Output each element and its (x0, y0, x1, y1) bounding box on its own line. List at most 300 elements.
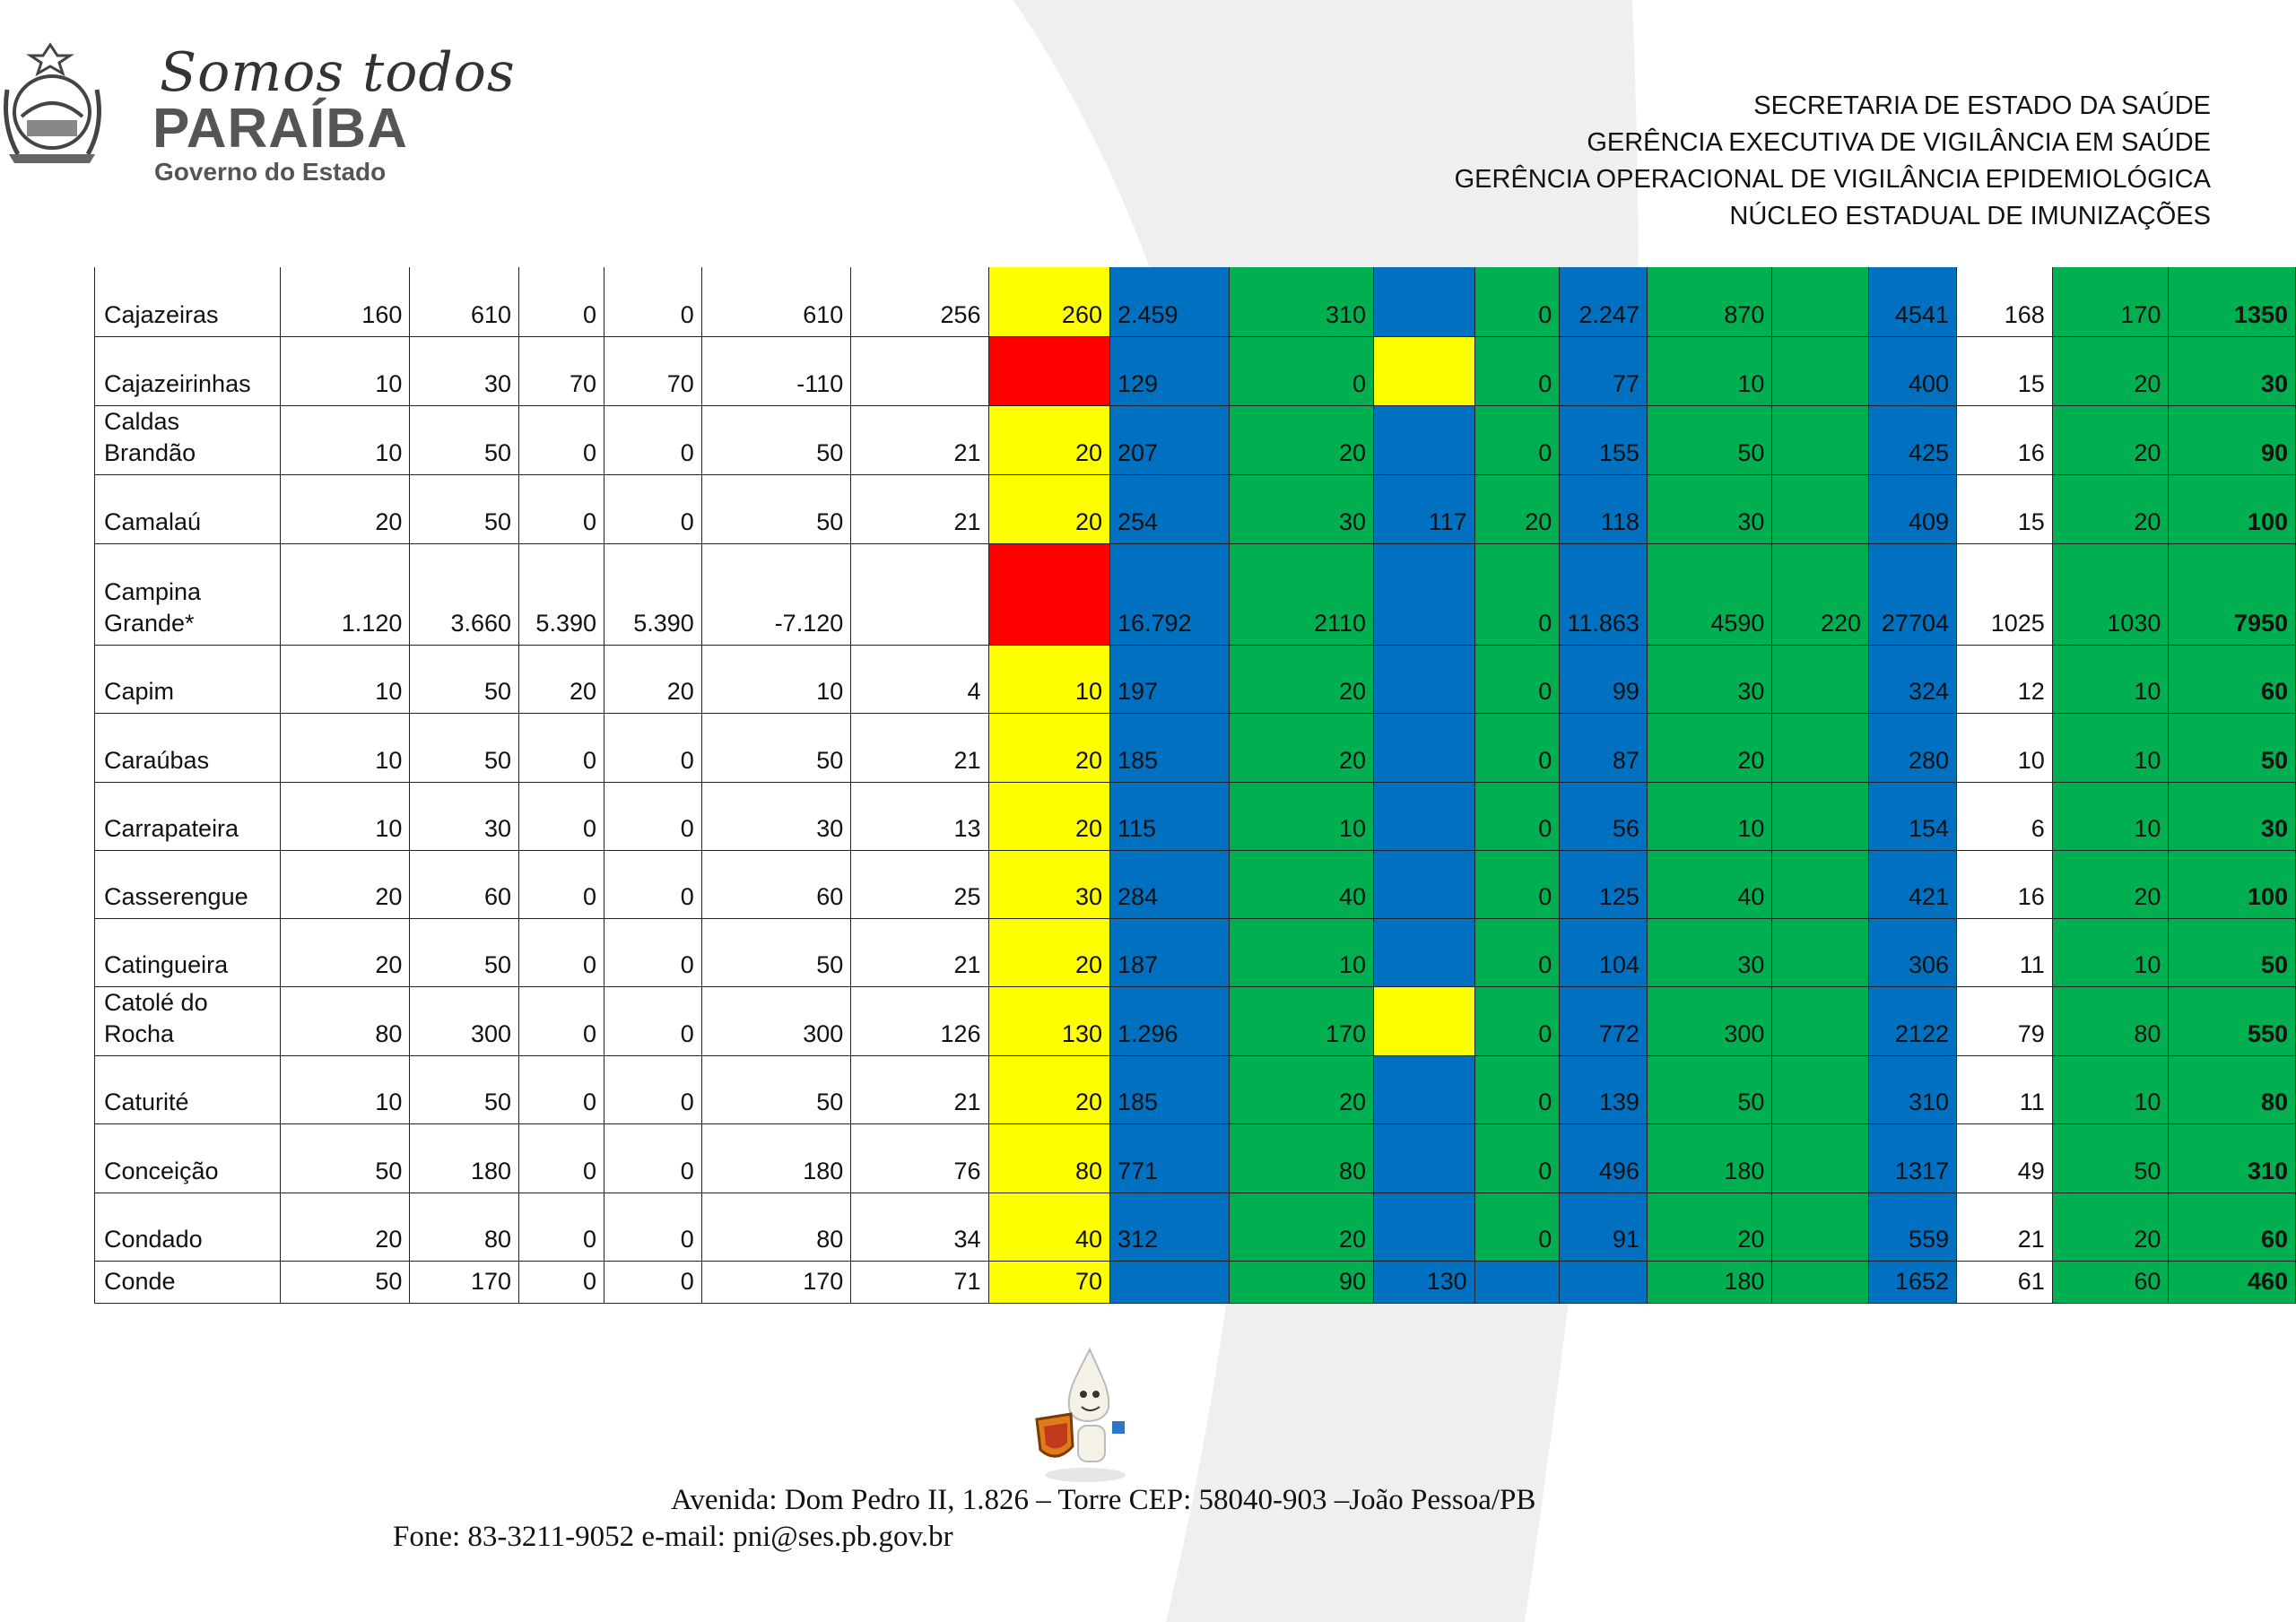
table-cell: -7.120 (701, 543, 850, 645)
table-cell: 771 (1109, 1123, 1229, 1193)
table-cell: 425 (1869, 405, 1957, 474)
table-cell: 310 (1869, 1055, 1957, 1123)
table-cell: 50 (410, 474, 519, 543)
table-cell: 11 (1957, 918, 2053, 986)
table-cell: 21 (851, 405, 988, 474)
table-cell: 34 (851, 1193, 988, 1261)
table-cell: 21 (851, 918, 988, 986)
table-cell: 2110 (1229, 543, 1373, 645)
immunization-table (94, 267, 2296, 1304)
table-cell: 21 (851, 474, 988, 543)
municipality-cell: Catingueira (95, 918, 281, 986)
table-cell: 168 (1957, 267, 2053, 336)
state-crest-icon (0, 36, 126, 170)
table-row (95, 918, 2296, 986)
table-cell: 50 (280, 1123, 410, 1193)
table-cell: 20 (280, 850, 410, 918)
table-cell: 30 (2169, 336, 2296, 405)
municipality-cell: Capim (95, 645, 281, 713)
table-cell: 20 (1229, 1193, 1373, 1261)
table-cell: 70 (519, 336, 604, 405)
table-cell (988, 336, 1109, 405)
table-cell: 0 (519, 474, 604, 543)
table-cell: 0 (604, 267, 702, 336)
table-cell: 312 (1109, 1193, 1229, 1261)
table-cell: 0 (1474, 986, 1560, 1055)
table-cell: 70 (604, 336, 702, 405)
table-cell: 610 (701, 267, 850, 336)
table-cell: 130 (988, 986, 1109, 1055)
table-cell: 197 (1109, 645, 1229, 713)
table-cell: 280 (1869, 713, 1957, 782)
table-cell: 0 (519, 850, 604, 918)
table-cell: 0 (604, 1123, 702, 1193)
municipality-cell: Carrapateira (95, 782, 281, 850)
table-cell: 20 (2052, 1193, 2169, 1261)
table-row (95, 713, 2296, 782)
table-cell: 20 (988, 405, 1109, 474)
table-cell: 0 (1474, 1055, 1560, 1123)
table-row (95, 850, 2296, 918)
org-line-gerencia-operacional: GERÊNCIA OPERACIONAL DE VIGILÂNCIA EPIDEMIOLÓGICA (1454, 165, 2211, 194)
table-cell (1374, 267, 1475, 336)
table-cell: 50 (701, 405, 850, 474)
table-cell: 496 (1560, 1123, 1648, 1193)
table-cell: 154 (1869, 782, 1957, 850)
table-cell: 56 (1560, 782, 1648, 850)
table-cell: 10 (280, 336, 410, 405)
table-cell: 30 (410, 782, 519, 850)
table-cell: 99 (1560, 645, 1648, 713)
table-cell: 10 (2052, 918, 2169, 986)
table-cell (1772, 405, 1869, 474)
table-cell: 16 (1957, 405, 2053, 474)
table-cell: 421 (1869, 850, 1957, 918)
municipality-cell: Condado (95, 1193, 281, 1261)
table-cell: 2.459 (1109, 267, 1229, 336)
table-cell: 21 (1957, 1193, 2053, 1261)
table-row (95, 474, 2296, 543)
table-cell: 0 (1474, 405, 1560, 474)
table-cell: 60 (2052, 1261, 2169, 1303)
table-cell: 115 (1109, 782, 1229, 850)
table-cell: 20 (1647, 1193, 1772, 1261)
table-cell: 1030 (2052, 543, 2169, 645)
table-cell: 1652 (1869, 1261, 1957, 1303)
table-cell: 0 (1474, 645, 1560, 713)
table-cell: 6 (1957, 782, 2053, 850)
table-cell: 5.390 (519, 543, 604, 645)
table-cell: 254 (1109, 474, 1229, 543)
table-cell: 0 (519, 1261, 604, 1303)
table-cell: 50 (1647, 405, 1772, 474)
table-cell: 0 (1474, 267, 1560, 336)
table-cell: 1.120 (280, 543, 410, 645)
table-cell: 559 (1869, 1193, 1957, 1261)
table-cell: 10 (280, 645, 410, 713)
table-cell: 2.247 (1560, 267, 1648, 336)
table-cell: 80 (2052, 986, 2169, 1055)
table-cell: 126 (851, 986, 988, 1055)
table-cell: 20 (1647, 713, 1772, 782)
table-cell: 460 (2169, 1261, 2296, 1303)
table-cell: 170 (1229, 986, 1373, 1055)
municipality-cell: Catolé do Rocha (95, 986, 281, 1055)
table-cell (1374, 782, 1475, 850)
table-cell: 11 (1957, 1055, 2053, 1123)
table-cell: 130 (1374, 1261, 1475, 1303)
table-cell: 20 (988, 713, 1109, 782)
table-cell: 0 (604, 713, 702, 782)
municipality-cell: Caraúbas (95, 713, 281, 782)
table-cell: 20 (2052, 474, 2169, 543)
municipality-cell: Conde (95, 1261, 281, 1303)
table-cell (1772, 1123, 1869, 1193)
table-cell: 185 (1109, 713, 1229, 782)
table-cell: 16 (1957, 850, 2053, 918)
table-cell: 60 (2169, 1193, 2296, 1261)
table-cell: 3.660 (410, 543, 519, 645)
table-cell: 4541 (1869, 267, 1957, 336)
table-cell: 207 (1109, 405, 1229, 474)
table-cell: 0 (1229, 336, 1373, 405)
table-cell: 185 (1109, 1055, 1229, 1123)
immunization-table-container (94, 267, 2296, 1304)
table-cell: 77 (1560, 336, 1648, 405)
table-cell: 0 (604, 1193, 702, 1261)
table-cell: 0 (1474, 713, 1560, 782)
table-cell: 40 (1229, 850, 1373, 918)
table-cell (1374, 336, 1475, 405)
table-cell: 180 (1647, 1261, 1772, 1303)
table-cell: 220 (1772, 543, 1869, 645)
table-cell: 170 (701, 1261, 850, 1303)
table-cell: 10 (1229, 918, 1373, 986)
table-cell: 20 (604, 645, 702, 713)
org-line-secretaria: SECRETARIA DE ESTADO DA SAÚDE (1753, 91, 2211, 120)
table-row (95, 267, 2296, 336)
table-cell: 50 (410, 713, 519, 782)
organization-header (1455, 88, 2211, 235)
table-cell: 306 (1869, 918, 1957, 986)
table-cell: 550 (2169, 986, 2296, 1055)
table-cell: 60 (701, 850, 850, 918)
table-cell (1560, 1261, 1648, 1303)
table-cell: 400 (1869, 336, 1957, 405)
table-cell (1374, 1123, 1475, 1193)
org-line-gerencia-executiva: GERÊNCIA EXECUTIVA DE VIGILÂNCIA EM SAÚDE (1587, 128, 2211, 157)
table-cell: 40 (1647, 850, 1772, 918)
table-cell: 256 (851, 267, 988, 336)
table-cell: 61 (1957, 1261, 2053, 1303)
table-cell: 10 (1229, 782, 1373, 850)
table-cell: 155 (1560, 405, 1648, 474)
table-cell: 4590 (1647, 543, 1772, 645)
table-cell: 30 (988, 850, 1109, 918)
table-cell: 21 (851, 713, 988, 782)
table-cell: 310 (2169, 1123, 2296, 1193)
table-cell (1772, 850, 1869, 918)
table-cell: 30 (701, 782, 850, 850)
table-cell: 87 (1560, 713, 1648, 782)
logo-state-name: PARAÍBA (152, 98, 408, 160)
table-cell: 60 (2169, 645, 2296, 713)
table-cell: 0 (519, 267, 604, 336)
table-cell: 4 (851, 645, 988, 713)
table-cell: 100 (2169, 474, 2296, 543)
table-cell: 20 (1229, 1055, 1373, 1123)
table-cell: 80 (410, 1193, 519, 1261)
table-cell: 1317 (1869, 1123, 1957, 1193)
table-cell: 50 (410, 645, 519, 713)
table-cell: 20 (280, 918, 410, 986)
table-cell (1374, 918, 1475, 986)
table-cell: 10 (280, 405, 410, 474)
table-cell: 30 (410, 336, 519, 405)
table-cell: 10 (280, 782, 410, 850)
table-cell: 76 (851, 1123, 988, 1193)
table-cell: 90 (2169, 405, 2296, 474)
table-cell: 187 (1109, 918, 1229, 986)
table-cell (1772, 645, 1869, 713)
municipality-cell: Caldas Brandão (95, 405, 281, 474)
table-cell: 20 (988, 918, 1109, 986)
table-cell: 50 (701, 918, 850, 986)
table-cell: 310 (1229, 267, 1373, 336)
table-cell (1374, 543, 1475, 645)
table-row (95, 645, 2296, 713)
government-logo (0, 25, 516, 186)
table-cell: 50 (701, 713, 850, 782)
table-cell: 20 (2052, 336, 2169, 405)
table-cell: 5.390 (604, 543, 702, 645)
table-cell: 91 (1560, 1193, 1648, 1261)
table-cell: 1350 (2169, 267, 2296, 336)
table-cell (1772, 474, 1869, 543)
table-cell: 60 (410, 850, 519, 918)
table-cell: 80 (2169, 1055, 2296, 1123)
table-cell: 180 (701, 1123, 850, 1193)
table-cell: 0 (519, 713, 604, 782)
table-cell: 20 (2052, 850, 2169, 918)
table-cell: 25 (851, 850, 988, 918)
municipality-cell: Caturité (95, 1055, 281, 1123)
municipality-cell: Cajazeirinhas (95, 336, 281, 405)
table-cell: 20 (2052, 405, 2169, 474)
table-cell: 50 (2169, 713, 2296, 782)
table-cell: 0 (604, 850, 702, 918)
table-cell: 180 (1647, 1123, 1772, 1193)
municipality-cell: Casserengue (95, 850, 281, 918)
table-cell: 0 (519, 1055, 604, 1123)
table-cell: 104 (1560, 918, 1648, 986)
table-cell: 10 (280, 713, 410, 782)
table-cell: 50 (2052, 1123, 2169, 1193)
table-cell (851, 336, 988, 405)
table-cell: 50 (2169, 918, 2296, 986)
table-cell: 0 (604, 474, 702, 543)
table-cell (1772, 267, 1869, 336)
table-cell: 30 (1647, 474, 1772, 543)
table-cell (1772, 336, 1869, 405)
table-cell: 129 (1109, 336, 1229, 405)
table-cell: 90 (1229, 1261, 1373, 1303)
table-cell: 79 (1957, 986, 2053, 1055)
table-row (95, 1193, 2296, 1261)
table-cell: 50 (701, 1055, 850, 1123)
table-cell: 20 (280, 1193, 410, 1261)
table-cell: 30 (1647, 645, 1772, 713)
table-cell: 870 (1647, 267, 1772, 336)
table-cell: 0 (604, 1055, 702, 1123)
logo-slogan: Somos todos (160, 41, 516, 104)
table-cell (1772, 782, 1869, 850)
table-cell: 20 (1229, 405, 1373, 474)
table-cell: 80 (701, 1193, 850, 1261)
table-cell: 0 (1474, 1123, 1560, 1193)
table-cell: 180 (410, 1123, 519, 1193)
table-row (95, 336, 2296, 405)
table-cell: 70 (988, 1261, 1109, 1303)
table-cell: 0 (604, 986, 702, 1055)
vaccination-mascot-image (1004, 1340, 1148, 1484)
table-cell: 50 (280, 1261, 410, 1303)
table-cell: 0 (519, 1193, 604, 1261)
table-cell: 20 (988, 1055, 1109, 1123)
table-row (95, 782, 2296, 850)
table-cell (1374, 405, 1475, 474)
table-cell: 260 (988, 267, 1109, 336)
table-cell: 0 (519, 918, 604, 986)
table-cell: 0 (519, 986, 604, 1055)
table-cell: 15 (1957, 336, 2053, 405)
table-cell: 80 (1229, 1123, 1373, 1193)
table-cell: 118 (1560, 474, 1648, 543)
table-cell: 20 (280, 474, 410, 543)
table-cell: 11.863 (1560, 543, 1648, 645)
table-cell: 27704 (1869, 543, 1957, 645)
table-cell: 30 (1229, 474, 1373, 543)
table-cell: 0 (1474, 543, 1560, 645)
table-cell: 300 (410, 986, 519, 1055)
table-cell (1374, 850, 1475, 918)
table-row (95, 986, 2296, 1055)
table-cell (1772, 918, 1869, 986)
table-cell: 20 (1229, 713, 1373, 782)
table-cell: 49 (1957, 1123, 2053, 1193)
table-cell: 300 (1647, 986, 1772, 1055)
table-cell: 20 (1474, 474, 1560, 543)
table-cell: 0 (1474, 336, 1560, 405)
table-cell (1772, 1055, 1869, 1123)
table-cell: 300 (701, 986, 850, 1055)
table-cell: 0 (519, 405, 604, 474)
table-cell: 50 (410, 918, 519, 986)
table-cell (1374, 713, 1475, 782)
table-cell: 0 (604, 1261, 702, 1303)
org-line-nucleo: NÚCLEO ESTADUAL DE IMUNIZAÇÕES (1729, 202, 2211, 230)
table-cell: 13 (851, 782, 988, 850)
table-cell: 50 (701, 474, 850, 543)
table-cell: 71 (851, 1261, 988, 1303)
table-cell: 10 (280, 1055, 410, 1123)
footer-address: Avenida: Dom Pedro II, 1.826 – Torre CEP: 58040-903 –João Pessoa/PB (671, 1484, 1536, 1516)
municipality-cell: Conceição (95, 1123, 281, 1193)
table-cell: 50 (410, 405, 519, 474)
table-cell: 0 (604, 918, 702, 986)
table-cell (1772, 713, 1869, 782)
table-cell: 100 (2169, 850, 2296, 918)
table-cell (1374, 1193, 1475, 1261)
table-cell (1772, 1261, 1869, 1303)
table-cell: 324 (1869, 645, 1957, 713)
table-cell: 10 (2052, 1055, 2169, 1123)
table-cell: 20 (988, 782, 1109, 850)
table-cell: 0 (1474, 918, 1560, 986)
table-cell: 30 (2169, 782, 2296, 850)
table-cell: 10 (988, 645, 1109, 713)
table-cell (1474, 1261, 1560, 1303)
table-cell: 284 (1109, 850, 1229, 918)
table-cell (1374, 986, 1475, 1055)
table-cell: 170 (2052, 267, 2169, 336)
table-cell: 10 (2052, 782, 2169, 850)
table-cell: 10 (701, 645, 850, 713)
table-row (95, 1055, 2296, 1123)
table-cell (1772, 986, 1869, 1055)
table-cell (988, 543, 1109, 645)
table-cell: 10 (2052, 645, 2169, 713)
table-cell: 1025 (1957, 543, 2053, 645)
municipality-cell: Camalaú (95, 474, 281, 543)
table-cell: 117 (1374, 474, 1475, 543)
table-cell: 40 (988, 1193, 1109, 1261)
table-cell: 0 (1474, 1193, 1560, 1261)
table-cell: 0 (1474, 782, 1560, 850)
table-cell: 125 (1560, 850, 1648, 918)
table-cell (1374, 645, 1475, 713)
table-cell: 139 (1560, 1055, 1648, 1123)
table-cell: 16.792 (1109, 543, 1229, 645)
table-row (95, 543, 2296, 645)
table-cell: 7950 (2169, 543, 2296, 645)
table-row (95, 1123, 2296, 1193)
table-cell: 12 (1957, 645, 2053, 713)
table-cell: 160 (280, 267, 410, 336)
table-cell: 21 (851, 1055, 988, 1123)
table-cell: 50 (410, 1055, 519, 1123)
table-cell: 170 (410, 1261, 519, 1303)
table-cell: 610 (410, 267, 519, 336)
table-cell: 0 (604, 782, 702, 850)
table-cell: 10 (1957, 713, 2053, 782)
table-cell: 20 (519, 645, 604, 713)
table-cell: 0 (1474, 850, 1560, 918)
table-cell: 20 (988, 474, 1109, 543)
table-cell: 0 (519, 782, 604, 850)
table-cell: 0 (604, 405, 702, 474)
table-cell: 20 (1229, 645, 1373, 713)
table-cell: 10 (2052, 713, 2169, 782)
table-cell: 409 (1869, 474, 1957, 543)
table-cell: 50 (1647, 1055, 1772, 1123)
table-cell (1772, 1193, 1869, 1261)
table-row (95, 405, 2296, 474)
logo-subtitle: Governo do Estado (154, 158, 387, 186)
table-cell: 30 (1647, 918, 1772, 986)
table-cell: 1.296 (1109, 986, 1229, 1055)
table-cell: 80 (280, 986, 410, 1055)
